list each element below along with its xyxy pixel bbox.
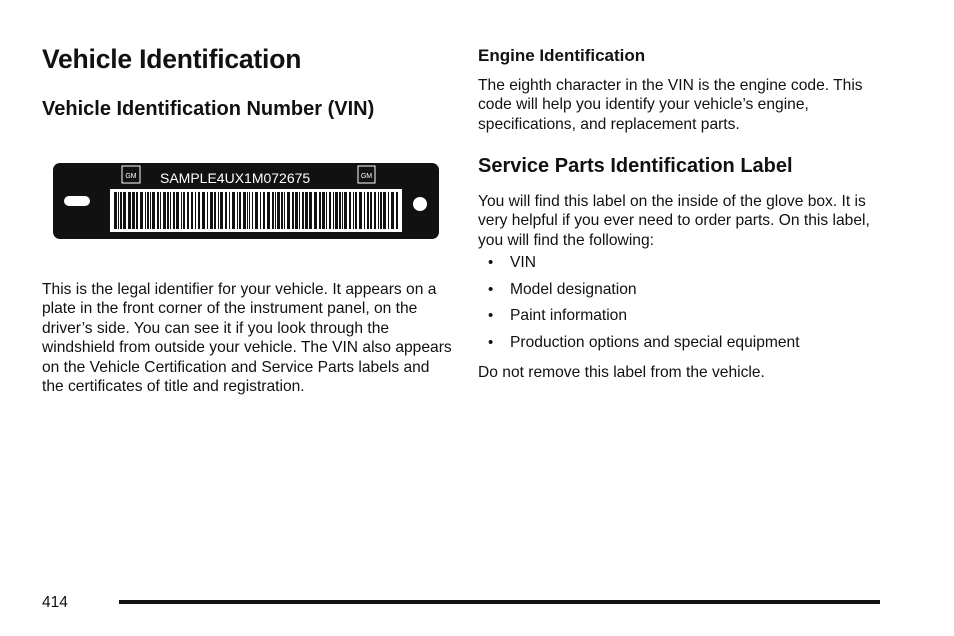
barcode-bar [314, 192, 317, 229]
left-slot-icon [64, 196, 90, 206]
barcode-bar [380, 192, 382, 229]
barcode-bar [147, 192, 149, 229]
list-item-text: Model designation [510, 280, 637, 298]
service-parts-heading: Service Parts Identification Label [478, 155, 793, 177]
barcode-bar [239, 192, 241, 229]
list-item [478, 306, 898, 333]
barcode-bar [344, 192, 347, 229]
barcode-bar [342, 192, 343, 229]
service-parts-closing: Do not remove this label from the vehicle. [478, 364, 765, 381]
barcode-bar [114, 192, 117, 229]
vin-heading: Vehicle Identification Number (VIN) [42, 98, 375, 120]
barcode-bar [120, 192, 122, 229]
barcode-bar [260, 192, 261, 229]
gm-logo-left-text: GM [125, 173, 137, 180]
barcode-bar [243, 192, 246, 229]
barcode-bar [335, 192, 338, 229]
barcode-bar [359, 192, 362, 229]
list-item-text: Production options and special equipment [510, 333, 800, 351]
barcode-bar [160, 192, 161, 229]
barcode-bar [232, 192, 235, 229]
barcode-bar [309, 192, 312, 229]
barcode-bar [167, 192, 169, 229]
barcode-bar [329, 192, 331, 229]
list-item-text: VIN [510, 254, 536, 271]
bullet-icon: • [488, 280, 494, 298]
barcode-bar [150, 192, 151, 229]
barcode-bar [275, 192, 276, 229]
barcode-bar [195, 192, 196, 229]
barcode-bar [225, 192, 227, 229]
barcode-bar [255, 192, 258, 229]
barcode-bar [333, 192, 334, 229]
barcode-bar [202, 192, 205, 229]
barcode-bar [187, 192, 189, 229]
barcode-bar [353, 192, 354, 229]
list-item-text: Paint information [510, 307, 628, 325]
barcode-bar [140, 192, 143, 229]
barcode-bar [367, 192, 369, 229]
footer-rule [119, 600, 880, 604]
barcode-bar [284, 192, 285, 229]
barcode-bar [277, 192, 280, 229]
gm-logo-right-text: GM [360, 173, 373, 180]
barcode-bar [220, 192, 223, 229]
bullet-icon: • [488, 254, 494, 271]
barcode-bar [305, 192, 308, 229]
barcode-bar [263, 192, 265, 229]
barcode-bar [364, 192, 365, 229]
barcode-bar [229, 192, 230, 229]
engine-heading: Engine Identification [478, 46, 646, 65]
barcode-bar [299, 192, 300, 229]
barcode-bar [292, 192, 294, 229]
barcode-bar [145, 192, 146, 229]
barcode-bar [281, 192, 283, 229]
page-title: Vehicle Identification [42, 44, 302, 74]
barcode-bar [302, 192, 304, 229]
vin-description: This is the legal identifier for your vehicle. It appears on a plate in the front corner of the instrument panel, on the driver’s side. You can see it if you look through the windshield from outside your vehicle. The VIN also appears on the Vehicle Certification and Service Parts labels and the certificates of title and registration. [42, 281, 452, 396]
list-item [478, 280, 898, 307]
list-item [478, 333, 898, 360]
barcode-bar [128, 192, 131, 229]
barcode-bar [176, 192, 179, 229]
barcode-bar [295, 192, 298, 229]
barcode-bar [191, 192, 193, 229]
barcode-bar [237, 192, 238, 229]
vin-number-text: SAMPLE4UX1M072675 [160, 170, 311, 186]
barcode-bar [287, 192, 290, 229]
barcode-bar [157, 192, 159, 229]
barcode-bar [326, 192, 327, 229]
page-number: 414 [42, 594, 68, 611]
barcode-bar [123, 192, 126, 229]
barcode-bar [396, 192, 398, 229]
barcode-bar [391, 192, 394, 229]
barcode-bar [249, 192, 250, 229]
barcode-bar [388, 192, 389, 229]
barcode-bar [319, 192, 321, 229]
barcode-bar [383, 192, 386, 229]
barcode-bar [207, 192, 208, 229]
barcode-bar [247, 192, 248, 229]
barcode-bar [218, 192, 219, 229]
barcode-bar [198, 192, 200, 229]
barcode-bar [374, 192, 376, 229]
barcode-bar [173, 192, 175, 229]
barcode-bar [355, 192, 357, 229]
vin-plate-graphic [52, 162, 440, 240]
barcode-bar [322, 192, 325, 229]
barcode-bar [267, 192, 270, 229]
bullet-icon: • [488, 333, 494, 351]
engine-description: The eighth character in the VIN is the engine code. This code will help you identify your vehicle’s engine, specifications, and replacement parts. [478, 77, 863, 133]
barcode-bar [183, 192, 185, 229]
barcode-bar [136, 192, 138, 229]
service-parts-intro: You will find this label on the inside of the glove box. It is very helpful if you ever need to order parts. On this label, you will find the following: [478, 193, 870, 249]
barcode-bar [252, 192, 253, 229]
barcode-bar [152, 192, 155, 229]
barcode-bar [170, 192, 171, 229]
barcode-bar [349, 192, 351, 229]
barcode-bar [214, 192, 216, 229]
barcode-bar [118, 192, 119, 229]
barcode-bar [163, 192, 166, 229]
barcode-bar [210, 192, 213, 229]
bullet-icon: • [488, 307, 494, 325]
barcode-bar [370, 192, 372, 229]
barcode-bar [132, 192, 135, 229]
barcode-bar [339, 192, 341, 229]
vin-plate-illustration [52, 162, 440, 240]
list-item [478, 253, 898, 280]
barcode-bar [378, 192, 379, 229]
barcode-bar [181, 192, 182, 229]
barcode-bar [272, 192, 274, 229]
service-parts-list [478, 253, 898, 359]
right-hole-icon [413, 197, 427, 211]
